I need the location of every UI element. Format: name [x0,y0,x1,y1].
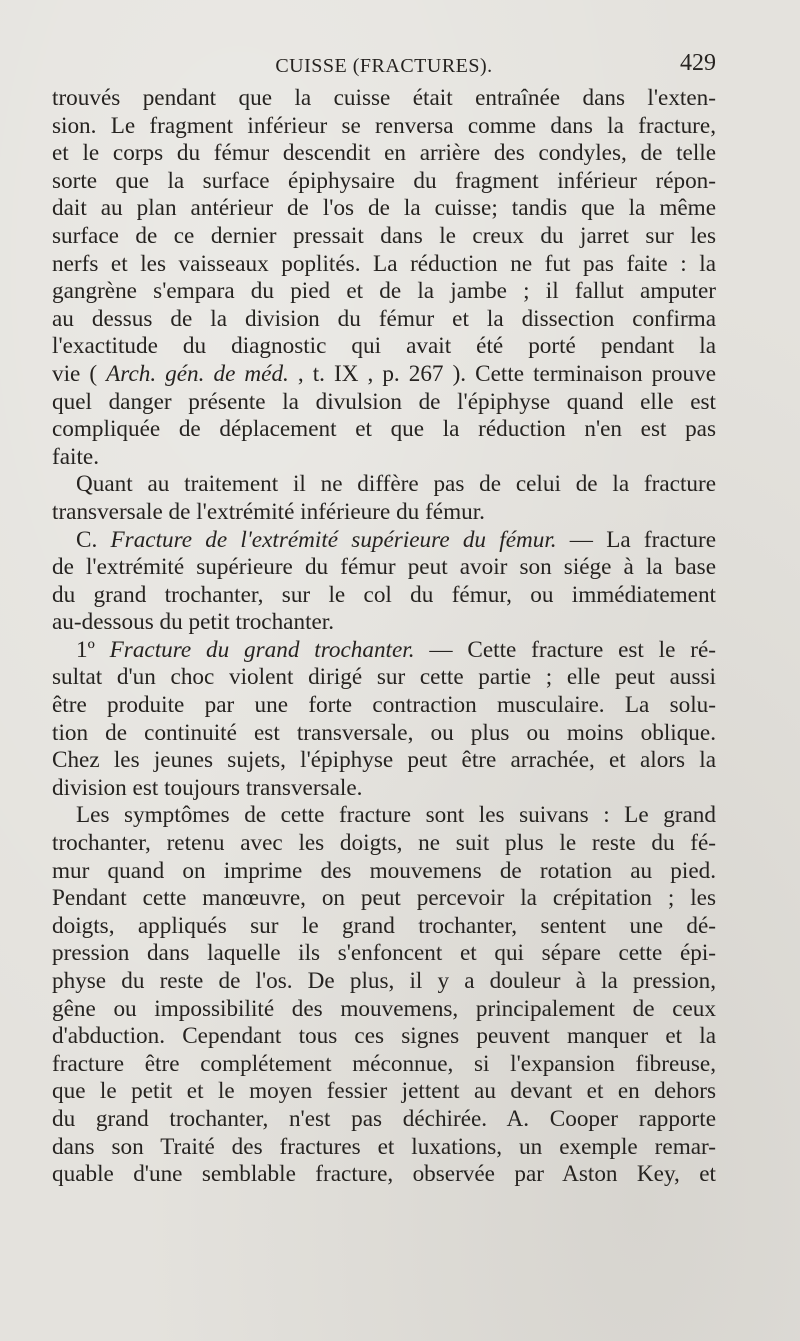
running-title [52,55,716,78]
text-line: sultat d'un choc violent dirigé sur cette partie ; elle peut aussi [52,664,716,691]
text-line: l'exactitude du diagnostic qui avait été porté pendant la [52,333,716,360]
text-line: Chez les jeunes sujets, l'épiphyse peut être arrachée, et alors la [52,747,716,774]
text-line: d'abduction. Cependant tous ces signes peuvent manquer et la [52,1023,716,1050]
text-line: du grand trochanter, n'est pas déchirée. A. Cooper rapporte [52,1105,716,1132]
text-line: que le petit et le moyen fessier jettent au devant et en dehors [52,1078,716,1105]
text-line: sorte que la surface épiphysaire du fragment inférieur répon- [52,167,716,194]
text-line: gangrène s'empara du pied et de la jambe ; il fallut amputer [52,278,716,305]
text-line-lead: C. [76,526,111,553]
text-line: Les symptômes de cette fracture sont les suivans : Le grand [76,802,716,829]
text-line: physe du reste de l'os. De plus, il y a douleur à la pression, [52,968,716,994]
text-line [52,527,716,555]
page-number: 429 [680,50,716,76]
text-line: tion de continuité est transversale, ou plus ou moins oblique. [52,719,716,746]
text-line: Quant au traitement il ne diffère pas de celui de la fracture [76,471,716,498]
italic-heading: Arch. gén. de méd. [106,360,289,387]
text-line [52,361,716,389]
text-line: trouvés pendant que la cuisse était entraînée dans l'exten- [52,85,716,111]
text-line: au dessus de la division du fémur et la dissection confirma [52,305,716,332]
book-page [52,45,716,1189]
text-line: faite. [52,443,99,470]
text-line: mur quand on imprime des mouvemens de rotation au pied. [52,857,716,884]
text-line [52,637,716,665]
text-line-lead: 1º [76,636,110,663]
text-line: dait au plan antérieur de l'os de la cuisse; tandis que la même [52,195,716,222]
italic-heading: Fracture du grand trochanter. [109,636,415,663]
text-line: et le corps du fémur descendit en arrière des condyles, de telle [52,140,716,167]
text-line: transversale de l'extrémité inférieure du fémur. [52,498,485,525]
text-line: Pendant cette manœuvre, on peut percevoir la crépitation ; les [52,885,716,912]
text-line: de l'extrémité supérieure du fémur peut avoir son siége à la base [52,554,716,581]
italic-heading: Fracture de l'extrémité supérieure du fémur. [110,526,557,553]
text-line: sion. Le fragment inférieur se renversa comme dans la fracture, [52,112,716,139]
text-line: quel danger présente la divulsion de l'épiphyse quand elle est [52,388,716,415]
text-line: dans son Traité des fractures et luxations, un exemple remar- [52,1133,716,1160]
text-line: doigts, appliqués sur le grand trochanter, sentent une dé- [52,912,716,939]
text-line-tail: — Cette fracture est le ré- [414,636,716,663]
text-line: être produite par une forte contraction musculaire. La solu- [52,692,716,719]
running-title-main: CUISSE [275,55,348,77]
text-line: pression dans laquelle ils s'enfoncent et qui sépare cette épi- [52,940,716,967]
text-line: fracture être complétement méconnue, si l'expansion fibreuse, [52,1050,716,1077]
text-line: gêne ou impossibilité des mouvemens, principalement de ceux [52,995,716,1022]
text-line: trochanter, retenu avec les doigts, ne suit plus le reste du fé- [52,830,716,857]
text-line-tail: , t. IX , p. 267 ). Cette terminaison prouve [288,360,716,387]
running-head [52,45,716,85]
text-line-tail: — La fracture [556,526,716,553]
text-line: surface de ce dernier pressait dans le creux du jarret sur les [52,222,716,249]
running-title-sub: (FRACTURES). [352,55,493,77]
text-line: du grand trochanter, sur le col du fémur, ou immédiatement [52,581,716,608]
text-line: compliquée de déplacement et que la réduction n'en est pas [52,416,716,443]
text-line: au-dessous du petit trochanter. [52,609,335,636]
text-line-lead: vie ( [52,360,107,387]
text-line: quable d'une semblable fracture, observée par Aston Key, et [52,1161,716,1188]
body-text [52,85,716,1189]
text-line: nerfs et les vaisseaux poplités. La réduction ne fut pas faite : la [52,250,716,277]
text-line: division est toujours transversale. [52,774,363,801]
